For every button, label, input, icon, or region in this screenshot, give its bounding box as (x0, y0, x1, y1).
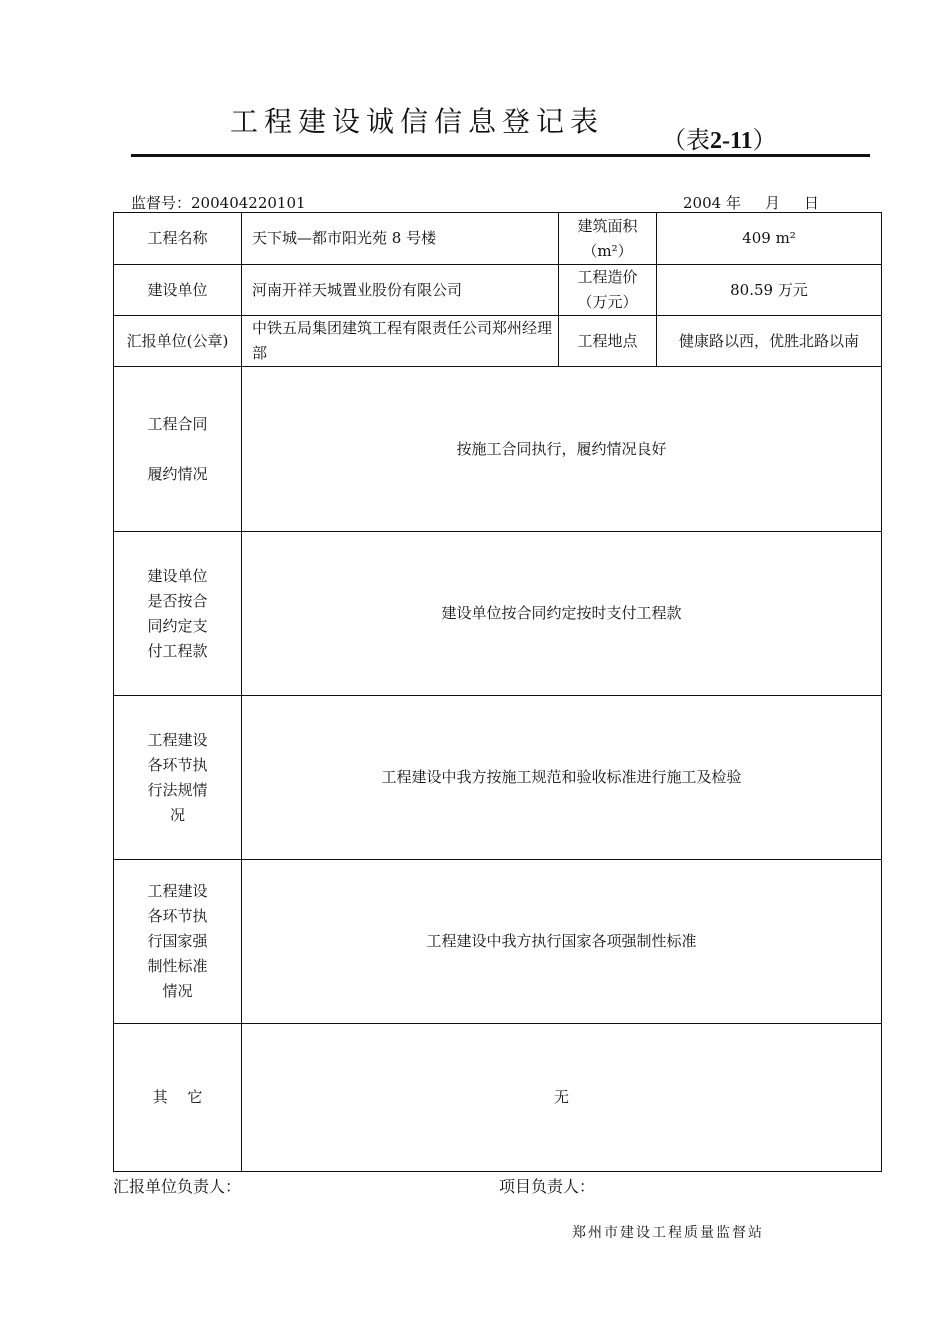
registration-table (113, 212, 882, 1172)
table-row (114, 367, 882, 532)
table-row (114, 1024, 882, 1172)
table-row (114, 860, 882, 1024)
other-label: 其 它 (114, 1024, 242, 1172)
cost-value: 80.59 万元 (657, 265, 882, 316)
regulation-value: 工程建设中我方按施工规范和验收标准进行施工及检验 (242, 696, 882, 860)
supervision-number: 监督号：200404220101 (131, 194, 306, 212)
reporter-label: 汇报单位(公章) (114, 316, 242, 367)
table-number: （表2-11） (662, 126, 777, 154)
project-lead-signature: 项目负责人： (499, 1177, 596, 1196)
regulation-label: 工程建设 各环节执 行法规情 况 (114, 696, 242, 860)
cost-label: 工程造价 （万元） (559, 265, 657, 316)
page-title: 工程建设诚信信息登记表 (230, 105, 605, 138)
table-row (114, 265, 882, 316)
table-row (114, 316, 882, 367)
location-label: 工程地点 (559, 316, 657, 367)
contract-label: 工程合同 履约情况 (114, 367, 242, 532)
project-name-label: 工程名称 (114, 213, 242, 265)
standard-label: 工程建设 各环节执 行国家强 制性标准 情况 (114, 860, 242, 1024)
builder-label: 建设单位 (114, 265, 242, 316)
date-line: 2004 年 月 日 (683, 194, 819, 212)
other-value: 无 (242, 1024, 882, 1172)
reporter-value: 中铁五局集团建筑工程有限责任公司郑州经理部 (242, 316, 559, 367)
location-value: 健康路以西，优胜北路以南 (657, 316, 882, 367)
reporter-lead-signature: 汇报单位负责人： (113, 1177, 242, 1196)
table-row (114, 696, 882, 860)
area-label: 建筑面积 （m²） (559, 213, 657, 265)
title-rule (131, 154, 870, 157)
payment-label: 建设单位 是否按合 同约定支 付工程款 (114, 532, 242, 696)
builder-value: 河南开祥天城置业股份有限公司 (242, 265, 559, 316)
table-row (114, 532, 882, 696)
table-row (114, 213, 882, 265)
area-value: 409 m² (657, 213, 882, 265)
payment-value: 建设单位按合同约定按时支付工程款 (242, 532, 882, 696)
issuing-authority: 郑州市建设工程质量监督站 (572, 1225, 764, 1241)
contract-value: 按施工合同执行，履约情况良好 (242, 367, 882, 532)
standard-value: 工程建设中我方执行国家各项强制性标准 (242, 860, 882, 1024)
project-name-value: 天下城—都市阳光苑 8 号楼 (242, 213, 559, 265)
